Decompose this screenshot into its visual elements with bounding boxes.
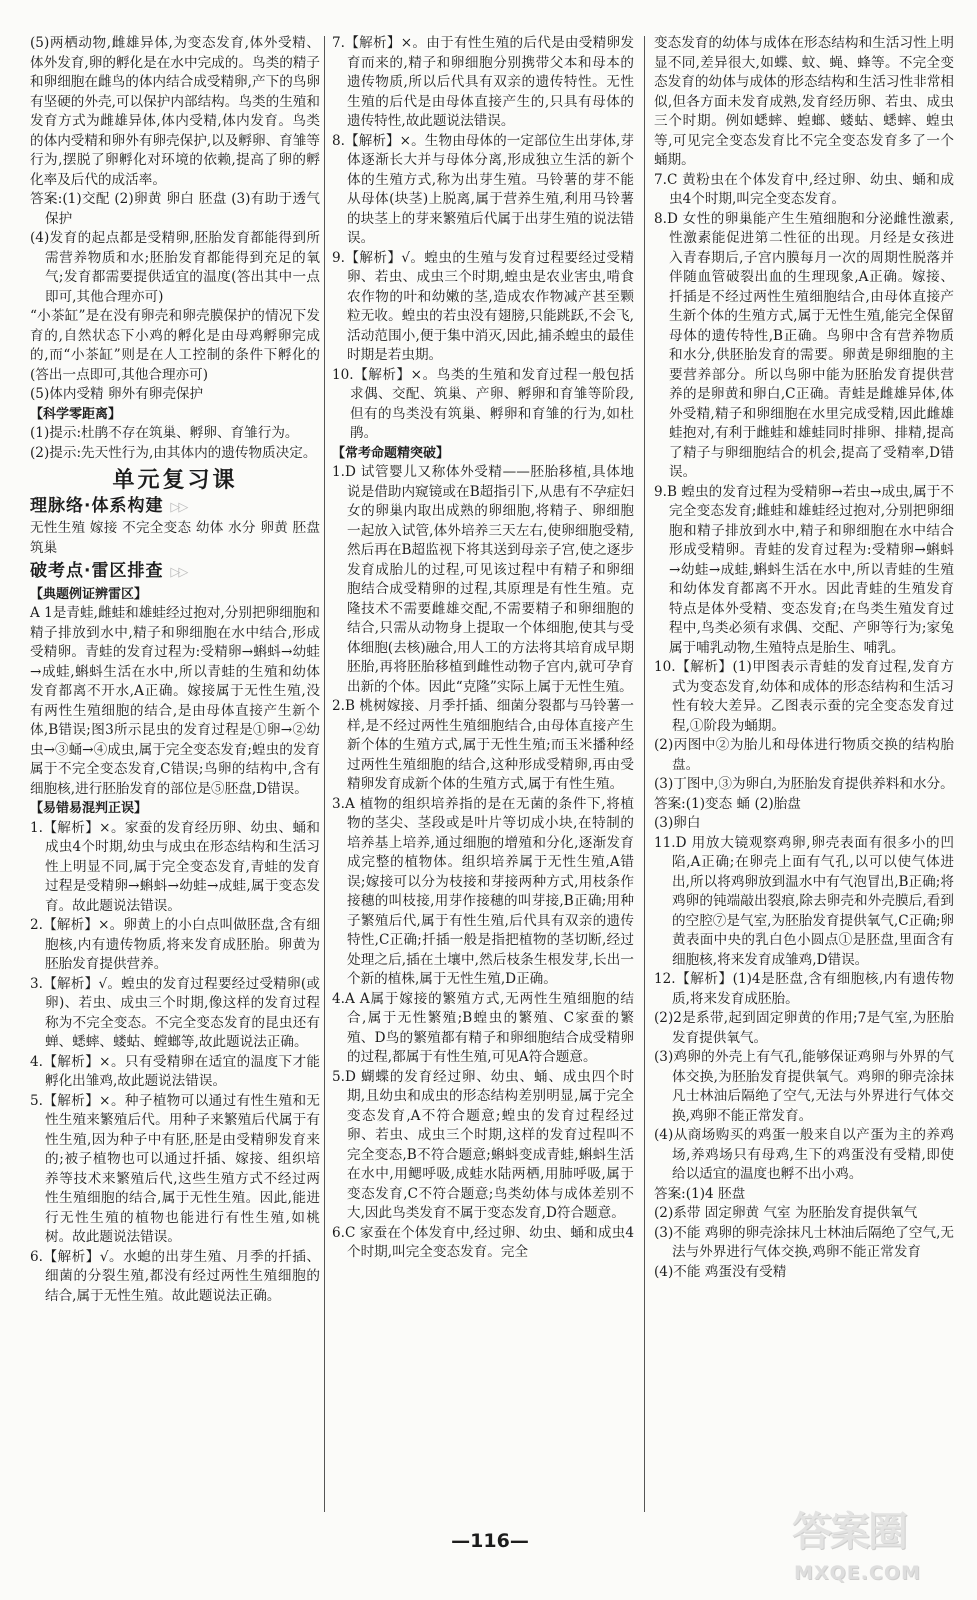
list-item: 8.【解析】×。生物由母体的一定部位生出芽体,芽体逐渐长大并与母体分离,形成独立生活的新个体的生殖方式,称为出芽生殖。马铃薯的芽不能从母体(块茎)上脱离,属于营养生殖,利用马铃薯的块茎上的芽来繁殖后代属于出芽生殖的说法错误。 [332,132,634,246]
list-item: 3.A 植物的组织培养指的是在无菌的条件下,将植物的茎尖、茎段或是叶片等切成小块,在特制的培养基上培养,通过细胞的增殖和分化,逐渐发育成完整的植物体。组织培养属于无性生殖,A错误;嫁接可以分为枝接和芽接两种方式,用枝条作接穗的叫枝接,用芽作接穗的叫芽接,B正确;用种子繁殖后代,属于有性生殖,后代具有双亲的遗传特性,C正确;扦插一般是指把植物的茎切断,经过处理之后,插在土壤中,然后枝条生根发芽,长出一个新的植株,属于无性生殖,D正确。 [332,795,634,987]
watermark-logo [792,1500,972,1592]
column-right [654,34,954,1282]
paragraph: 变态发育的幼体与成体在形态结构和生活习性上明显不同,差异很大,如蝶、蚊、蝇、蜂等。不完全变态发育的幼体与成体的形态结构和生活习性非常相似,但各方面未发育成熟,发育经历卵、若虫、成虫三个时期。例如蟋蟀、蝗螂、蝼蛄、蟋蟀、蝗虫等,可见完全变态发育比不完全变态发育多了一个蛹期。 [654,35,954,168]
answer: (3)卵白 [654,815,701,831]
paragraph: (5)两栖动物,雌雄异体,为变态发育,体外受精、体外发育,卵的孵化是在水中完成的。鸟类的精子和卵细胞在雌鸟的体内结合成受精卵,产下的鸟卵有坚硬的外壳,可以保护内部结构。鸟类的生殖和发育方式为雌雄异体,体内受精,体内发育。鸟类的体内受精和卵外有卵壳保护,以及孵卵、育雏等行为,摆脱了卵孵化对环境的依赖,提高了卵的孵化率及后代的成活率。 [30,35,320,188]
list-item: (4)从商场购买的鸡蛋一般来自以产蛋为主的养鸡场,养鸡场只有母鸡,生下的鸡蛋没有受精,即使给以适宜的温度也孵不出小鸡。 [654,1127,954,1182]
column-divider-left [324,36,325,1512]
section-tag: 【易错易混判正误】 [30,801,148,816]
answer: 答案:(1)变态 蛹 (2)胎盘 [654,795,801,812]
list-item: (3)丁图中,③为卵白,为胚胎发育提供养料和水分。 [654,776,954,792]
column-left [30,34,320,1306]
list-item: 10.【解析】×。鸟类的生殖和发育过程一般包括求偶、交配、筑巢、产卵、孵卵和育雏等阶段,但有的鸟类没有筑巢、孵卵和育雏的行为,如杜鹃。 [332,366,634,441]
answer: (4)不能 鸡蛋没有受精 [654,1263,787,1280]
list-item: 7.C 黄粉虫在个体发育中,经过卵、幼虫、蛹和成虫4个时期,叫完全变态发育。 [654,171,954,207]
list-item: 1.D 试管婴儿又称体外受精——胚胎移植,具体地说是借助内窥镜或在B超指引下,从患有不孕症妇女的卵巢内取出成熟的卵细胞,将精子、卵细胞一起放入试管,体外培养三天左右,使卵细胞受精,然后再在B超监视下将其送到母亲子宫,使之逐步发育成胎儿的过程,可见该过程中有精子和卵细胞结合成受精卵的过程,其原理是有性生殖。克隆技术不需要雌雄交配,不需要精子和卵细胞的结合,只需从动物身上提取一个体细胞,使其与受体细胞(去核)融合,用人工的方法将其培育成早期胚胎,再将胚胎移植到雌性动物子宫内,就可孕育出新的个体。因此“克隆”实际上属于无性生殖。 [332,464,634,695]
list-item: (2)丙图中②为胎儿和母体进行物质交换的结构胎盘。 [654,737,954,773]
unit-title: 单元复习课 [112,468,238,493]
answer: (3)不能 鸡卵的卵壳涂抹凡士林油后隔绝了空气,无法与外界进行气体交换,鸡卵不能正常发育 [654,1224,954,1260]
answer: 答案:(1)4 胚盘 [654,1185,746,1202]
page-number: —116— [451,1530,529,1552]
list-item: 9.B 蝗虫的发育过程为受精卵→若虫→成虫,属于不完全变态发育;雌蛙和雄蛙经过抱对,分别把卵细胞和精子排放到水中,精子和卵细胞在水中结合形成受精卵。青蛙的发育过程为:受精卵→蝌蚪→幼蛙→成蛙,蝌蚪生活在水中,所以青蛙的生殖和幼体发育都离不开水。因此青蛙的生殖发育特点是体外受精、变态发育;在鸟类生殖发育过程中,鸟类必须有求偶、交配、产卵等行为;家兔属于哺乳动物,生殖特点是胎生、哺乳。 [654,483,954,656]
section-tag: 【典题例证辨雷区】 [30,586,148,602]
watermark-logo-text: 答案圈 [792,1509,906,1555]
answer: (5)体内受精 卵外有卵壳保护 [30,386,204,402]
arrow-decoration-icon: ▷▷ [170,565,187,580]
arrow-decoration-icon: ▷▷ [170,499,187,515]
list-item: 1.【解析】×。家蚕的发育经历卵、幼虫、蛹和成虫4个时期,幼虫与成虫在形态结构和生活习性上明显不同,属于完全变态发育,青蛙的发育过程是受精卵→蝌蚪→幼蛙→成蛙,属于变态发育。故此题说法错误。 [30,819,320,914]
list-item: 8.D 女性的卵巢能产生生殖细胞和分泌雌性激素,性激素能促进第二性征的出现。月经是女孩进入青春期后,子宫内膜每月一次的周期性脱落并伴随血管破裂出血的生理现象,A正确。嫁接、扦插是不经过两性生殖细胞结合,由母体直接产生新个体的生殖方式,属于无性生殖,能完全保留母体的遗传特性,B正确。鸟卵中含有营养物质和水分,供胚胎发育的需要。卵黄是卵细胞的主要营养部分。所以鸟卵中能为胚胎发育提供营养的是卵黄和卵白,C正确。青蛙是雌雄异体,体外受精,精子和卵细胞在水里完成受精,因此雌雄蛙抱对,有利于雌蛙和雄蛙同时排卵、排精,提高了精子与卵细胞结合的机会,提高了受精率,D错误。 [654,210,954,480]
list-item: 10.【解析】(1)甲图表示青蛙的发育过程,发育方式为变态发育,幼体和成体的形态结构和生活习性有较大差异。乙图表示蚕的完全变态发育过程,①阶段为蛹期。 [654,659,954,734]
list-item: 5.D 蝴蝶的发育经过卵、幼虫、蛹、成虫四个时期,且幼虫和成虫的形态结构差别明显,属于完全变态发育,A不符合题意;蝗虫的发育过程经过卵、若虫、成虫三个时期,这样的发育过程叫不完全变态,B不符合题意;蝌蚪变成青蛙,蝌蚪生活在水中,用鳃呼吸,成蛙水陆两栖,用肺呼吸,属于变态发育,C不符合题意;鸟类幼体与成体差别不大,因此鸟类发育不属于变态发育,D符合题意。 [332,1068,634,1221]
watermark-url: MXQE.COM [794,1562,921,1584]
answer: 答案:(1)交配 (2)卵黄 卵白 胚盘 (3)有助于透气 保护 [30,191,320,227]
list-item: 4.【解析】×。只有受精卵在适宜的温度下才能孵化出雏鸡,故此题说法错误。 [30,1053,320,1089]
list-item: 11.D 用放大镜观察鸡卵,卵壳表面有很多小的凹陷,A正确;在卵壳上面有气孔,以可以使气体进出,所以将鸡卵放到温水中有气泡冒出,B正确;将鸡卵的钝端敲出裂痕,除去卵壳和外壳膜后,看到的空腔⑦是气室,为胚胎发育提供氧气,C正确;卵黄表面中央的乳白色小圆点①是胚盘,里面含有细胞核,将来发育成雏鸡,D错误。 [654,834,954,968]
list-item: 9.【解析】√。蝗虫的生殖与发育过程要经过受精卵、若虫、成虫三个时期,蝗虫是农业害虫,啃食农作物的叶和幼嫩的茎,造成农作物减产甚至颗粒无收。蝗虫的若虫没有翅膀,只能跳跃,不会飞,活动范围小,便于集中消灭,因此,捕杀蝗虫的最佳时期是若虫期。 [332,249,634,363]
list-item: 12.【解析】(1)4是胚盘,含有细胞核,内有遗传物质,将来发育成胚胎。 [654,971,954,1007]
list-item: (3)鸡卵的外壳上有气孔,能够保证鸡卵与外界的气体交换,为胚胎发育提供氧气。鸡卵的卵壳涂抹凡士林油后隔绝了空气,无法与外界进行气体交换,鸡卵不能正常发育。 [654,1049,954,1124]
hint: (1)提示:杜鹃不存在筑巢、孵卵、育雏行为。 [30,425,299,441]
list-item: 4.A A属于嫁接的繁殖方式,无两性生殖细胞的结合,属于无性繁殖;B蝗虫的繁殖、C家蚕的繁殖、D鸟的繁殖都有精子和卵细胞结合成受精卵的过程,都属于有性生殖,可见A符合题意。 [332,990,634,1065]
answer: (2)系带 固定卵黄 气室 为胚胎发育提供氧气 [654,1205,918,1221]
section-tag: 【科学零距离】 [30,406,122,422]
list-item: 6.C 家蚕在个体发育中,经过卵、幼虫、蛹和成虫4个时期,叫完全变态发育。完全 [332,1224,634,1260]
paragraph: A 1是青蛙,雌蛙和雄蛙经过抱对,分别把卵细胞和精子排放到水中,精子和卵细胞在水中结合,形成受精卵。青蛙的发育过程为:受精卵→蝌蚪→幼蛙→成蛙,蝌蚪生活在水中,所以青蛙的生殖和幼体发育都离不开水,A正确。嫁接属于无性生殖,没有两性生殖细胞的结合,是由母体直接产生新个体,B错误;图3所示昆虫的发育过程是①卵→②幼虫→③蛹→④成虫,属于完全变态发育;蝗虫的发育属于不完全变态发育,C错误;鸟卵的结构中,含有细胞核,进行胚胎发育的部位是⑤胚盘,D错误。 [30,605,320,797]
list-item: 2.B 桃树嫁接、月季扦插、细菌分裂都与马铃薯一样,是不经过两性生殖细胞结合,由母体直接产生新个体的生殖方式,属于无性生殖;而玉米播种经过两性生殖细胞的结合,这种形成受精卵,再由受精卵发育成新个体的生殖方式,属于有性生殖。 [332,698,634,792]
column-divider-right [644,36,645,1512]
column-middle [332,34,634,1263]
list-item: 5.【解析】×。种子植物可以通过有性生殖和无性生殖来繁殖后代。用种子来繁殖后代属于有性生殖,因为种子中有胚,胚是由受精卵发育来的;被子植物也可以通过扦插、嫁接、组织培养等技术来繁殖后代,这些生殖方式不经过两性生殖细胞的结合,属于无性生殖。因此,能进行无性生殖的植物也能进行有性生殖,如桃树。故此题说法错误。 [30,1092,320,1245]
section-heading: 理脉络·体系构建 ▷▷ [30,495,187,516]
answer: (4)发育的起点都是受精卵,胚胎发育都能得到所需营养物质和水;胚胎发育都能得到充足的氧气;发育都需要提供适宜的温度(答出其中一点即可,其他合理亦可) [30,230,320,305]
section-tag: 【常考命题精突破】 [332,445,450,461]
list-item: (2)2是系带,起到固定卵黄的作用;7是气室,为胚胎发育提供氧气。 [654,1010,954,1046]
list-item: 2.【解析】×。卵黄上的小白点叫做胚盘,含有细胞核,内有遗传物质,将来发育成胚胎。卵黄为胚胎发育提供营养。 [30,917,320,972]
keywords: 无性生殖 嫁接 不完全变态 幼体 水分 卵黄 胚盘 筑巢 [30,520,320,556]
answer: “小茶缸”是在没有卵壳和卵壳膜保护的情况下发育的,自然状态下小鸡的孵化是由母鸡孵卵完成的,而“小茶缸”则是在人工控制的条件下孵化的(答出一点即可,其他合理亦可) [30,308,320,383]
list-item: 3.【解析】√。蝗虫的发育过程要经过受精卵(或卵)、若虫、成虫三个时期,像这样的发育过程称为不完全变态。不完全变态发育的昆虫还有蝉、蟋蟀、蝼蛄、螳螂等,故此题说法正确。 [30,975,320,1050]
list-item: 6.【解析】√。水螅的出芽生殖、月季的扦插、细菌的分裂生殖,都没有经过两性生殖细胞的结合,属于无性生殖。故此题说法正确。 [30,1248,320,1304]
list-item: 7.【解析】×。由于有性生殖的后代是由受精卵发育而来的,精子和卵细胞分别携带父本和母本的遗传物质,所以后代具有双亲的遗传特性。无性生殖的后代是由母体直接产生的,只具有母体的遗传特性,故此题说法错误。 [332,35,634,129]
section-heading: 破考点·雷区排查 ▷▷ [30,561,187,581]
hint: (2)提示:先天性行为,由其体内的遗传物质决定。 [30,444,317,461]
